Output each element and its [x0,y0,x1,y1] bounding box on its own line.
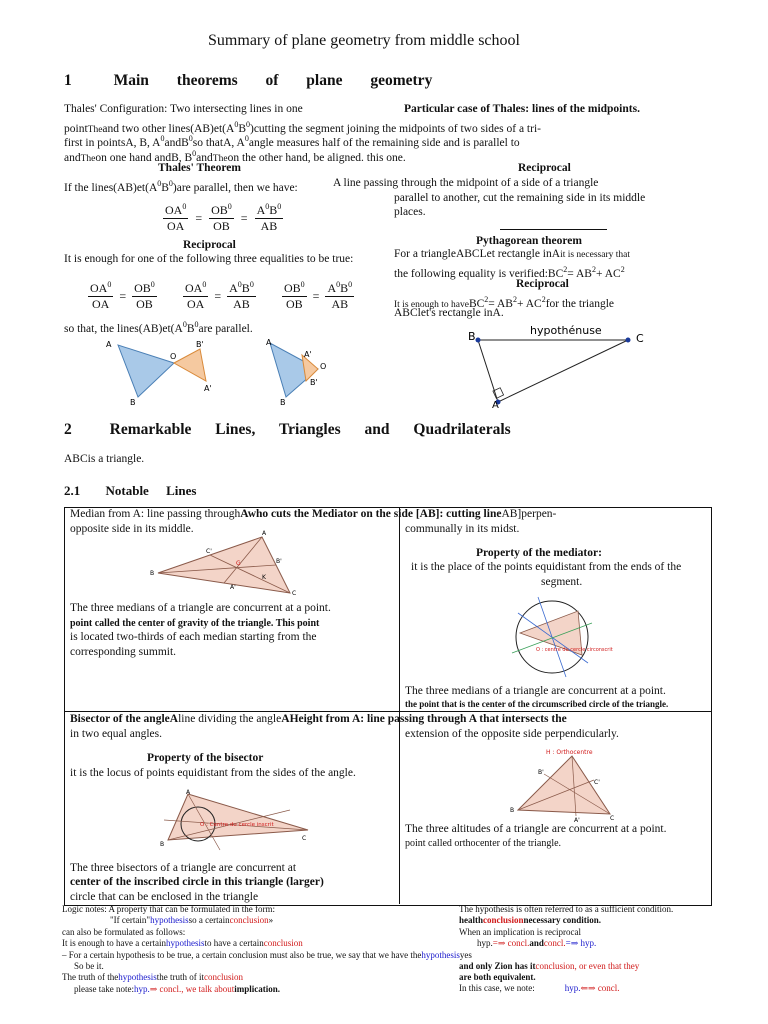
superscript: 0 [182,202,187,211]
superscript: 2 [512,295,517,304]
logic-line-4 [62,938,472,949]
logic-line-3: can also be formulated as follows: [62,926,186,937]
grid-vertical-divider [399,507,400,904]
label-C: C [292,590,297,597]
text: For a triangleABCLet rectangle inA [394,248,561,260]
mediator-line-5: The three medians of a triangle are concurrent at a point. [405,685,666,697]
subsection-number: 2.1 [64,483,81,498]
triangle [168,794,308,840]
superscript: 0 [277,202,282,211]
label-B: B [510,807,515,814]
label-B: B [468,330,476,343]
orthocenter-label: H : Orthocentre [546,749,593,756]
text: to have a certain [204,938,264,949]
label-B: B [160,841,165,848]
midpoints-title: Particular case of Thales: lines of the midpoints. [404,103,640,115]
text: hypothesis [150,915,189,926]
divider [500,229,607,230]
superscript: 0 [246,120,250,129]
numerator: B [269,203,278,217]
superscript: 2 [591,265,596,274]
thales-equality [163,202,283,234]
section-title: Main theorems of plane geometry [113,72,433,89]
label-B1: B' [196,340,204,349]
superscript: 0 [244,134,249,143]
text: AB] [501,508,522,520]
text: B [186,322,195,335]
median-line-3: The three medians of a triangle are concurrent at a point. [70,602,331,614]
superscript: 2 [620,265,625,274]
label-A: A [262,530,267,537]
logic-right-line-5 [459,961,673,972]
superscript: 0 [249,280,254,289]
equals-sign: = [195,210,203,225]
text: the following equality is verified:BC [394,267,564,280]
page-title: Summary of plane geometry from middle school [208,32,520,49]
bisector-line-1 [70,712,567,727]
text: If the lines(AB)et(A [64,181,158,194]
label-B1: B' [276,558,282,565]
label-B1: B' [310,378,318,387]
superscript: 0 [194,320,199,329]
text: and only Zion has it [459,960,536,971]
fraction [227,280,256,312]
text: perpen- [521,508,557,520]
median-line-1 [70,507,556,522]
subsection-title: Notable Lines [105,483,197,498]
text: please take note: [74,983,134,994]
text: ⇒ concl., we talk about [149,983,235,994]
label-A: A [266,338,272,347]
mediator-line-6: the point that is the center of the circumscribed circle of the triangle. [405,699,669,709]
denominator: OB [286,297,303,311]
superscript: 0 [202,280,207,289]
label-C1: C' [206,548,212,555]
hypotenuse-label: hypothénuse [530,324,602,337]
reciprocal-right-title: Reciprocal [518,162,571,174]
right-triangle [478,340,628,402]
text: The [87,124,103,135]
blue-triangle [118,345,177,397]
denominator: OB [136,297,153,311]
bisector-property-title: Property of the bisector [147,752,264,764]
text: necessary condition. [523,915,602,926]
label-C: C [610,815,615,822]
text: conclusion, or even that they [535,960,640,971]
text: It is enough to have a certain [62,938,166,949]
label-C: C [302,835,307,842]
text: In this case, we note: [459,983,535,994]
fraction [209,202,234,234]
fraction [325,280,354,312]
numerator: A [256,203,266,217]
text: hypothesis [421,949,460,960]
superscript: 0 [227,202,232,211]
numerator: OB [134,281,151,295]
text: ⇐⇒ concl. [580,983,620,994]
text: conclusion [263,938,303,949]
text: Median from A: line passing through [70,508,241,520]
label-A1: A' [304,350,312,359]
pyth-line-4: ABClet's rectangle inA. [394,307,504,319]
denominator: OA [167,219,185,233]
text: yes [459,949,472,960]
superscript: 0 [300,280,305,289]
reciprocal-equality-2 [183,280,256,312]
label-A: A [106,340,112,349]
text: so a certain [188,915,230,926]
pyth-line-1 [394,247,630,263]
superscript: 0 [150,280,155,289]
altitude-line-4: point called orthocenter of the triangle. [405,838,562,849]
logic-notes-left [62,904,472,995]
superscript: 0 [107,280,112,289]
section-title: Remarkable Lines, Triangles and Quadrilaterals [109,421,511,438]
altitude-line-2: extension of the opposite side perpendicularly. [405,728,619,740]
numerator: OA [90,281,108,295]
text: hypothesis [118,972,157,983]
incenter-label: O : Centre du cercle inscrit [200,822,274,828]
superscript: 0 [192,149,197,158]
section-1-heading [64,72,432,90]
text: health [459,915,484,926]
point-C [626,338,631,343]
logic-right-line-1: The hypothesis is often referred to as a sufficient condition. [459,904,674,914]
median-line-6: corresponding summit. [70,646,177,658]
text: » [268,915,274,926]
label-K: K [262,574,266,581]
logic-line-5 [62,950,472,961]
text: BC [468,297,485,310]
text: The [212,153,228,164]
superscript: 0 [168,179,173,188]
bisector-line-6: circle that can be enclosed in the triangle [70,891,259,903]
fraction [132,280,157,312]
text: A [240,508,248,520]
denominator: OA [187,297,205,311]
text: =⇒ hyp. [565,938,597,949]
superscript: 2 [563,265,568,274]
equals-sign: = [214,288,222,303]
text: implication. [234,983,281,994]
text: conclusion [483,915,524,926]
abc-triangle: ABCis a triangle. [64,453,145,465]
text: Height from A: line passing through A that intersects the [289,713,567,725]
logic-line-7 [62,972,472,983]
right-angle-mark [493,388,504,399]
inscribed-figure [160,790,310,852]
superscript: 2 [541,295,546,304]
text: and [529,938,544,949]
pythagoras-figure [460,320,660,411]
text: = AB [567,267,592,280]
superscript: 0 [160,134,165,143]
equals-sign: = [312,288,320,303]
logic-right-line-7 [459,983,673,994]
text: line dividing the angle [178,713,282,725]
text: hyp. [133,983,150,994]
circumscribed-figure [508,593,613,681]
text: so thatA, A [192,136,245,149]
label-B: B [150,570,155,577]
text: the truth of it [156,972,204,983]
thales-config-line-1: Thales' Configuration: Two intersecting lines in one [64,103,303,115]
logic-line-1: Logic notes: A property that can be formulated in the form: [62,904,275,914]
label-O: O [320,362,327,371]
text: )cutting the segment joining the midpoints of two sides of a tri- [250,122,541,135]
so-that-parallel [64,317,253,337]
thales-theorem-title: Thales' Theorem [158,162,241,174]
logic-right-line-3: When an implication is reciprocal [459,926,581,937]
denominator: AB [233,297,250,311]
numerator: B [340,281,349,295]
text: B [238,122,246,135]
text: and two other lines(AB)et(A [102,122,235,135]
text: and [196,151,213,164]
reciprocal-left-title: Reciprocal [183,239,236,251]
label-O: O [170,352,177,361]
superscript: 0 [188,134,193,143]
reciprocal-equality-3 [282,280,354,312]
bisector-line-3: it is the locus of points equidistant from the sides of the angle. [70,767,356,779]
text: point [64,122,88,135]
pyth-line-2 [394,262,625,282]
text: Bisector of the angle [70,713,170,725]
medians-figure [150,530,300,597]
thales-figure-1 [100,335,220,407]
label-A1: A' [204,384,212,393]
superscript: 0 [157,179,162,188]
equals-sign: = [240,210,248,225]
superscript: 2 [484,295,489,304]
pythagoras-title: Pythagorean theorem [476,235,582,247]
fraction [183,280,208,312]
superscript: 0 [182,320,187,329]
text: =⇒ concl. [492,938,530,949]
thales-figure-2 [258,335,338,407]
superscript: 0 [237,280,242,289]
text: + AC [595,267,621,280]
text: andB [164,136,189,149]
superscript: 0 [234,120,239,129]
numerator: OA [165,203,183,217]
median-line-2: opposite side in its middle. [70,523,194,535]
numerator: OB [284,281,301,295]
mediator-line-2: communally in its midst. [405,523,520,535]
numerator: A [229,281,238,295]
subsection-2-1 [64,483,196,499]
text: and [64,151,81,164]
text: )are parallel, then we have: [172,181,298,194]
text: angle measures half of the remaining side and is parallel to [248,136,520,149]
text: + AC [516,297,542,310]
section-2-heading [64,421,511,439]
numerator: A [327,281,337,295]
text: hypothesis [165,938,205,949]
midpoint-text-3: places. [394,206,426,218]
numerator: OB [211,203,228,217]
denominator: OA [92,297,110,311]
altitude-line-3: The three altitudes of a triangle are concurrent at a point. [405,823,667,835]
label-G: G [236,560,241,567]
label-A: A [186,789,191,796]
text: B [161,181,169,194]
label-A: A [492,400,499,411]
text: for the triangle [545,297,615,310]
text: The truth of the [62,972,119,983]
reciprocal-equality-1 [88,280,157,312]
denominator: AB [331,297,349,311]
mediator-line-3: it is the place of the points equidistant from the ends of the [411,561,682,573]
logic-line-2 [62,915,472,926]
superscript: 0 [348,280,353,289]
text: A [169,713,179,725]
fraction [88,280,113,312]
label-B1: B' [538,769,544,776]
orthocenter-figure [510,746,620,822]
text: concl. [543,938,566,949]
text: hyp. [477,938,493,949]
logic-right-line-6: are both equivalent. [459,972,536,983]
label-B: B [280,398,286,407]
numerator: B [241,281,250,295]
text: = AB [488,297,513,310]
logic-line-6: So be it. [74,961,104,972]
mediator-line-4: segment. [541,576,583,588]
text: "If certain" [110,915,151,926]
text: – For a certain hypothesis to be true, a certain conclusion must also be true, we say that we have the [62,949,422,960]
label-C: C [636,332,644,345]
enough-three: It is enough for one of the following three equalities to be true: [64,253,354,265]
text: it is necessary that [560,250,630,260]
text: conclusion [204,972,243,983]
midpoint-text-2: parallel to another, cut the remaining side in its middle [394,192,646,204]
median-line-4: point called the center of gravity of the triangle. This point [70,618,320,629]
superscript: 0 [336,280,341,289]
text: hyp. [564,983,581,994]
label-A1: A' [230,584,236,591]
numerator: OA [185,281,203,295]
bisector-line-5: center of the inscribed circle in this triangle (larger) [70,876,324,888]
text: who cuts the Mediator on the side [AB]: cutting line [247,508,502,520]
text: are parallel. [198,322,253,335]
fraction [163,202,188,234]
denominator: AB [260,219,278,233]
superscript: 0 [265,202,270,211]
label-A1: A' [574,817,580,824]
text: conclusion [229,915,269,926]
logic-right-line-4 [459,938,673,949]
text: It is enough to have [394,299,469,310]
logic-right-line-2 [459,915,673,926]
mediator-property-title: Property of the mediator: [476,547,602,559]
logic-line-8 [62,984,472,995]
bisector-line-2: in two equal angles. [70,728,162,740]
orange-triangle [174,349,206,381]
thales-if [64,176,298,196]
section-number: 2 [64,421,72,438]
text: The [80,153,96,164]
midpoint-text-1: A line passing through the midpoint of a side of a triangle [333,177,599,189]
fraction [255,202,284,234]
label-C1: C' [594,779,600,786]
equals-sign: = [119,288,127,303]
text: on the other hand, be aligned. this one. [227,151,406,164]
point-B [476,338,481,343]
median-line-5: is located two-thirds of each median starting from the [70,631,317,643]
text: so that, the lines(AB)et(A [64,322,183,335]
text: on one hand andB, B [95,151,193,164]
bisector-line-4: The three bisectors of a triangle are concurrent at [70,862,297,874]
circumcenter-label: O : centre du cercle circonscrit [536,647,613,653]
section-number: 1 [64,72,72,89]
denominator: OB [213,219,230,233]
fraction [282,280,307,312]
logic-notes-right [459,904,673,995]
text: first in pointsA, B, A [64,136,161,149]
pyth-reciprocal: Reciprocal [516,278,569,290]
label-B: B [130,398,136,407]
text: A [281,713,290,725]
